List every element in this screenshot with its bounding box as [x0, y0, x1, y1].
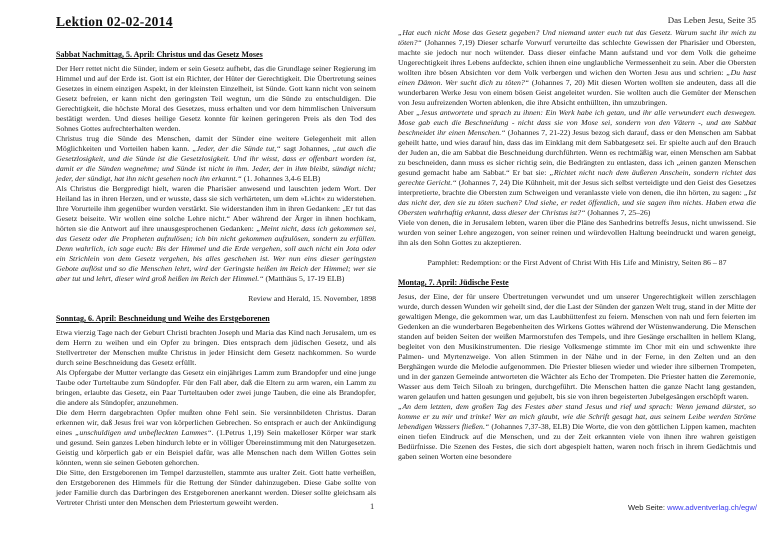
text-run: (Johannes 7, 24) Die Kühnheit, mit der Jesus sich selbst verteidigte und den Geist des Gesetzes interpretierte, brachte die Obersten zum Schweigen und veranlasste viele von denen, die ihn hörten, zu sagen:	[398, 178, 756, 197]
text-run: „Jesus antwortete und sprach zu ihnen: Ein Werk habe ich getan, und ihr alle verwundert euch deswegen. Mose gab euch die Beschneidung - nicht dass sie von Mose sei, sondern von den Vätern -, und am Sabbat beschneidet ihr einen Menschen.“	[398, 108, 756, 137]
text-run: (Johannes 7, 20) Mit diesen Worten wollten sie andeuten, dass all die wunderbaren Werke Jesu von einem bösen Geist angeleitet wurden. Sie wollten auch die Gemüter der Menschen von Jesu aufreizenden Worten ablenken, die ihre Absicht enthüllten, ihn umzubringen.	[398, 78, 756, 107]
text-run: Jesus, der Eine, der für unsere Übertretungen verwundet und um unserer Ungerechtigkeit willen zerschlagen wurde, durch dessen Wunden wir geheilt sind, der die Last der Sünden der ganzen Welt trug, stand in der Mitte der gewaltigen Menge, die gekommen war, um das Laubhüttenfest zu feiern. Menschen von nah und fern feierten im Gedenken an die wunderbaren Begebenheiten des Wirkens Gottes während der Wüstenwanderung. Die Menschen standen auf beiden Seiten der weißen Marmorstufen des Tempels, und ihre Gesänge erschallten in hellem Klang, begleitet von den Musikinstrumenten. Die riesige Volksmenge stimmte im Chor mit ein und schwenkte ihre Palmen- und Myrtenzweige. Von allen Stimmen in der Nähe und in der Ferne, in den Zelten und an den Berghängen wurde die Melodie aufgenommen. Die Priester bliesen wieder und wieder ihre silbernen Trompeten, und in der ganzen Gemeinde antworteten die Wächter als Echo der Trompeten. Die Priester hatten die Zeremonie, Wasser aus dem Teich Siloah zu bringen, durchgeführt. Die Menschen hatten die ganze Nacht lang gestanden, waren gelaufen und hatten gesungen und gejubelt, bis sie von ihren begeisterten Jubelgesängen erschöpft waren.	[398, 292, 756, 401]
section-heading	[56, 50, 376, 60]
text-run: „Ist das nicht der, den sie zu töten suchen? Und siehe, er redet öffentlich, und sie sagen ihm nichts. Haben etwa die Obersten wahrhaftig erkannt, dass dieser der Christus ist?“	[398, 188, 756, 217]
paragraph	[56, 64, 376, 134]
text-run: „Richtet nicht nach dem äußeren Anschein, sondern richtet das gerechte Gericht.“	[398, 168, 756, 187]
web-footer	[398, 503, 757, 512]
attribution-line	[56, 294, 376, 304]
text-run: . (1.Petrus 1,19) Sein makelloser Körper war stark und gesund. Sein ganzes Leben hindurch lebte er in völliger Übereinstimmung mit den Naturgesetzen. Geistig und körperlich gab er ein Beispiel dafür, was alle Menschen nach dem Willen Gottes sein könnten, wenn sie seinen Geboten gehorchen.	[56, 428, 377, 467]
text-run: Montag, 7. April: Jüdische Feste	[398, 278, 509, 287]
text-run: „Hat euch nicht Mose das Gesetz gegeben? Und niemand unter euch tut das Gesetz. Warum sucht ihr mich zu töten?“	[398, 28, 756, 47]
page-number: 1	[370, 501, 375, 511]
right-column-blocks	[398, 28, 756, 462]
text-run: (Matthäus 5, 17-19 ELB)	[263, 274, 345, 283]
text-run: Pamphlet: Redemption: or the First Advent of Christ With His Life and Ministry, Seiten 86 – 87	[427, 258, 727, 267]
paragraph	[398, 218, 756, 248]
text-run: (Johannes 7, 25–26)	[585, 208, 651, 217]
text-run: sagt Johannes,	[280, 144, 333, 153]
text-run: Als Christus die Bergpredigt hielt, waren die Pharisäer anwesend und lauschten jedem Wort. Der Heiland las in ihren Herzen, und er wusste, dass sie sich verhärteten, um dem »Licht« zu widerstehen. Ihre Vorurteile ihm gegenüber wurden verstärkt. Sie widerstanden ihm in ihren Gedanken: „Er tut das Gesetz beiseite. Wir wollen eine solche Lehre nicht.“ Aber während der Ärger in ihnen hochkam, hörten sie die Antwort auf ihre unausgesprochenen Gedanken:	[56, 184, 376, 233]
paragraph	[398, 402, 756, 462]
paragraph	[56, 368, 376, 408]
right-column	[398, 15, 756, 462]
text-run: Etwa vierzig Tage nach der Geburt Christi brachten Joseph und Maria das Kind nach Jerusalem, um es dem Herrn zu weihen und ein Opfer zu bringen. Dies entsprach dem jüdischen Gesetz, und als Stellvertreter der Menschen mußte Christus in jeder Hinsicht dem Gesetz nachkommen. So wurde durch seine Beschneidung das Gesetz erfüllt.	[56, 328, 376, 367]
paragraph	[56, 328, 376, 368]
text-run: Aber	[398, 108, 417, 117]
text-run: Review and Herald, 15. November, 1898	[248, 294, 376, 303]
attribution-line	[398, 258, 756, 268]
text-run: Sonntag, 6. April: Beschneidung und Weihe des Erstgeborenen	[56, 314, 270, 323]
text-run: Die dem Herrn dargebrachten Opfer mußten ohne Fehl sein. Sie versinnbildeten Christus. Daran erkennen wir, daß Jesus frei war von körperlichen Gebrechen. So entsprach er auch der Ankündigung eines	[56, 408, 376, 437]
text-run: Die Sitte, den Erstgeborenen im Tempel darzustellen, stammte aus uralter Zeit. Gott hatte verheißen, den Erstgeborenen des Himmels für die Rettung der Sünder dahinzugeben. Diese Gabe sollte von jeder Familie durch das Darbringen des Erstgeborenen anerkannt werden. Dieser sollte gleichsam als Vertreter Christi unter den Menschen dem Priestertum geweiht werden.	[56, 468, 376, 507]
text-run: (Johannes 7, 21-22) Jesus bezog sich darauf, dass er den Menschen am Sabbat geheilt hatte, und wies darauf hin, dass das im Einklang mit dem Sabbatgesetz sei. Er spielte auch auf den Brauch der Juden an, die am Sabbat die Beschneidung durchführten. Wenn es rechtmäßig war, einen Menschen am Sabbat zu beschneiden, dann muss es sicher richtig sein, die Bedrängten zu entlasten, dass ich „einen ganzen Menschen gesund gemacht habe am Sabbat.“ Er bat sie:	[398, 128, 757, 177]
text-run: Als Opfergabe der Mutter verlangte das Gesetz ein einjähriges Lamm zum Brandopfer und eine junge Taube oder Turteltaube zum Sündopfer. Für den Fall aber, daß die Eltern zu arm waren, ein Lamm zu bringen, erlaubte das Gesetz, ein Paar Turteltauben oder zwei junge Tauben, die eine als Brandopfer, die andere als Sündopfer, anzunehmen.	[56, 368, 376, 407]
web-footer-label: Web Seite:	[627, 503, 665, 512]
text-run: Sabbat Nachmittag, 5. April: Christus und das Gesetz Moses	[56, 50, 263, 59]
paragraph	[56, 408, 376, 468]
running-header: Das Leben Jesu, Seite 35	[667, 15, 756, 25]
paragraph	[398, 292, 756, 402]
text-run: „tut auch die Gesetzlosigkeit, und die Sünde ist die Gesetzlosigkeit. Und ihr wisst, dass er offenbart worden ist, damit er die Sünden wegnehme; und Sünde ist nicht in ihm. Jeder, der in ihm bleibt, sündigt nicht; jeder, der sündigt, hat ihn nicht gesehen noch ihn erkannt.“	[56, 144, 376, 183]
text-run: „An dem letzten, dem großen Tag des Festes aber stand Jesus und rief und sprach: Wenn jemand dürstet, so komme er zu mir und trinke! Wer an mich glaubt, wie die Schrift gesagt hat, aus seinem Leibe werden Ströme lebendigen Wassers fließen.“	[398, 402, 756, 431]
text-run: (Johannes 7,19) Dieser scharfe Vorwurf verurteilte das schlechte Gewissen der Pharisäer und Obersten, machte sie jedoch nur noch wütender. Dass dieser einfache Mann aufstand und vor dem Volk die geheime Ungerechtigkeit ihres Lebens aufdeckte, schien ihnen eine unglaubliche Vermessenheit zu sein. Aber die Obersten wollten ihre bösen Absichten vor dem Volk verbergen und wichen den Worten Jesu aus und schrien:	[398, 38, 756, 77]
left-column	[56, 50, 376, 508]
lesson-title: Lektion 02-02-2014	[56, 14, 173, 29]
paragraph	[56, 468, 376, 508]
text-run: Viele von denen, die in Jerusalem lebten, waren über die Pläne des Sanhedrins betreffs Jesus, nicht unwissend. Sie wurden von seiner Lehre angezogen, von seiner reinen und würdevollen Haltung beeindruckt und waren geneigt, ihn als den Sohn Gottes zu akzeptieren.	[398, 218, 756, 247]
web-link[interactable]: www.adventverlag.ch/egw/	[667, 503, 757, 512]
text-run: „unschuldigen und unbefleckten Lammes“	[75, 428, 212, 437]
text-run: (Johannes 7,37-38, ELB) Die Worte, die von den göttlichen Lippen kamen, machten einen tiefen Eindruck auf die Menschen, und zu der Zeit erkannten viele von ihnen ihre wahren geistigen Bedürfnisse. Die Szenen des Festes, die sich dort abgespielt hatten, waren noch frisch in ihrem Gedächtnis und gaben seinen Worten eine besondere	[398, 422, 756, 461]
text-run: „Meint nicht, dass ich gekommen sei, das Gesetz oder die Propheten aufzulösen; ich bin nicht gekommen aufzulösen, sondern zu erfüllen. Denn wahrlich, ich sage euch: Bis der Himmel und die Erde vergehen, soll auch nicht ein Jota oder ein Strichlein von dem Gesetz vergehen, bis alles geschehen ist. Wer nun eins dieser geringsten Gebote auflöst und so die Menschen lehrt, wird der Geringste heißen im Reich der Himmel; wer sie aber tut und lehrt, dieser wird groß heißen im Reich der Himmel.“	[56, 224, 376, 283]
paragraph	[398, 108, 756, 218]
text-run: „Jeder, der die Sünde tut,“	[192, 144, 281, 153]
paragraph	[56, 184, 376, 284]
text-run: „Du hast einen Dämon. Wer sucht dich zu töten?“	[398, 68, 756, 87]
text-run: Der Herr rettet nicht die Sünder, indem er sein Gesetz aufhebt, das die Grundlage seiner Regierung im Himmel und auf der Erde ist. Gott ist ein Richter, der Hüter der Gerechtigkeit. Die Übertretung seines Gesetzes in einem einzigen Aspekt, in der kleinsten Einzelheit, ist Sünde. Gott kann nicht von seinem Gesetz befreien, er kann nicht den geringsten Teil wegtun, um die Sünde zu entschuldigen. Die Gerechtigkeit, die höchste Moral des Gesetzes, muss erhalten und vor dem himmlischen Universum bestätigt werden. Und dieses heilige Gesetz konnte für keinen geringeren Preis als den Tod des Sohnes Gottes aufrechterhalten werden.	[56, 64, 376, 133]
text-run: Christus trug die Sünde des Menschen, damit der Sünder eine weitere Gelegenheit mit allen Möglichkeiten und Vorteilen haben kann.	[56, 134, 376, 153]
section-heading	[398, 278, 756, 288]
paragraph	[56, 134, 376, 184]
text-run: (1. Johannes 3,4-6 ELB)	[241, 174, 321, 183]
section-heading	[56, 314, 376, 324]
paragraph	[398, 28, 756, 108]
